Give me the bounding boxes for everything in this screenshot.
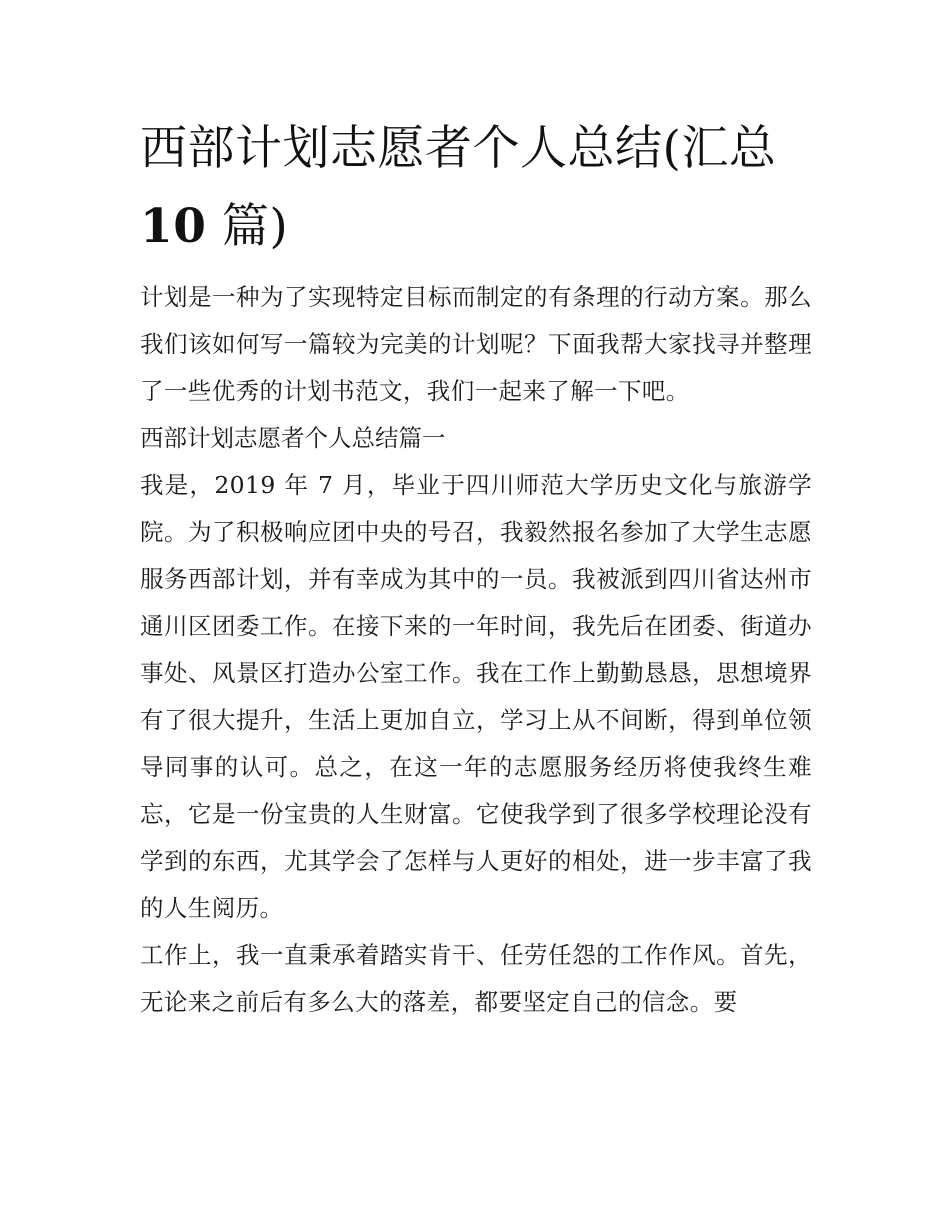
title-number: 10 [140, 199, 207, 254]
section-heading: 西部计划志愿者个人总结篇一 [140, 424, 446, 452]
document-title [140, 110, 812, 266]
document-body [140, 274, 812, 1026]
document-page [140, 110, 812, 1026]
body-paragraph-2: 工作上，我一直秉承着踏实肯干、任劳任怨的工作作风。首先，无论来之前后有多么大的落差，都要坚定自己的信念。要 [140, 941, 812, 1016]
intro-paragraph: 计划是一种为了实现特定目标而制定的有条理的行动方案。那么我们该如何写一篇较为完美的计划呢？下面我帮大家找寻并整理了一些优秀的计划书范文，我们一起来了解一下吧。 [140, 283, 812, 405]
title-text-part1: 西部计划志愿者个人总结(汇总 [140, 121, 777, 176]
title-text-part2: 篇) [206, 199, 289, 254]
body-paragraph-1: 我是，2019 年 7 月，毕业于四川师范大学历史文化与旅游学院。为了积极响应团中央的号召，我毅然报名参加了大学生志愿服务西部计划，并有幸成为其中的一员。我被派到四川省达州市通川区团委工作。在接下来的一年时间，我先后在团委、街道办事处、风景区打造办公室工作。我在工作上勤勤恳恳，思想境界有了很大提升，生活上更加自立，学习上从不间断，得到单位领导同事的认可。总之，在这一年的志愿服务经历将使我终生难忘，它是一份宝贵的人生财富。它使我学到了很多学校理论没有学到的东西，尤其学会了怎样与人更好的相处，进一步丰富了我的人生阅历。 [140, 471, 812, 922]
